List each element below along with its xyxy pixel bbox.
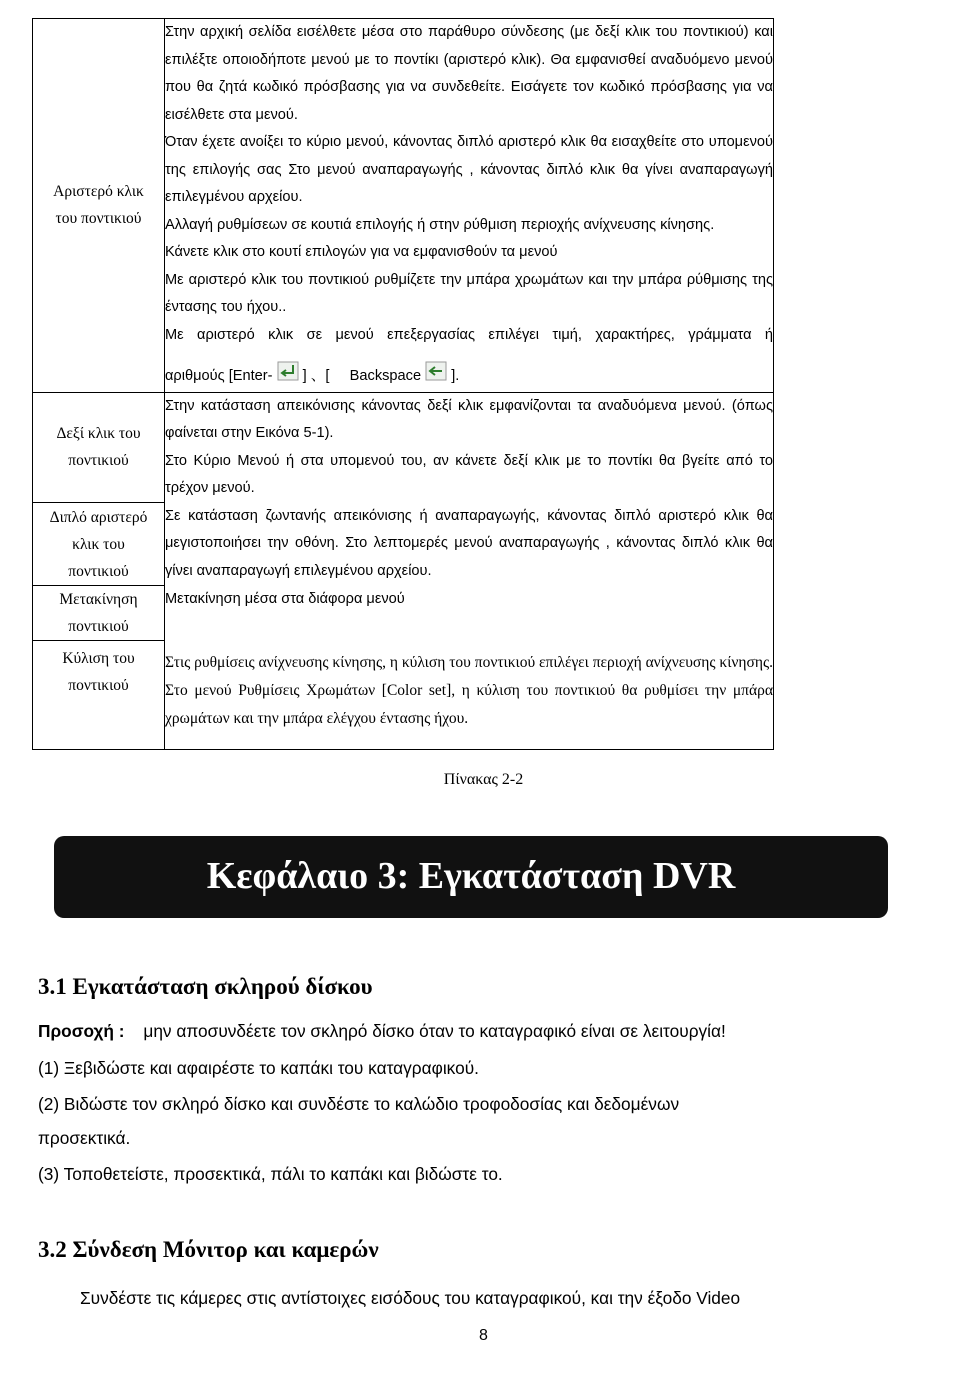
text-paragraph: Στην κατάσταση απεικόνισης κάνοντας δεξί κλικ εμφανίζονται τα αναδυόμενα μενού. (όπως φαίνεται στην Εικόνα 5-1). bbox=[165, 397, 773, 441]
table-row bbox=[33, 586, 774, 641]
keys-mid: ] 、[ bbox=[302, 368, 330, 385]
chapter-banner bbox=[54, 836, 888, 918]
step-3: (3) Τοποθετείστε, προσεκτικά, πάλι το καπάκι και βιδώστε το. bbox=[38, 1164, 503, 1184]
text-paragraph: Στην αρχική σελίδα εισέλθετε μέσα στο παράθυρο σύνδεσης (με δεξί κλικ του ποντικιού) και επιλέξτε οποιοδήποτε μενού με το ποντίκι (αριστερό κλικ). Θα εμφανισθεί αναδυόμενο μενού που θα ζητά κωδικό πρόσβασης για να συνδεθείτε. Εισάγετε τον κωδικό πρόσβασης για να εισέλθετε στα μενού. bbox=[165, 24, 773, 123]
step-2: (2) Βιδώστε τον σκληρό δίσκο και συνδέστε το καλώδιο τροφοδοσίας και δεδομένων bbox=[38, 1094, 680, 1114]
backspace-key-icon bbox=[425, 361, 447, 392]
label-line: του ποντικιού bbox=[55, 210, 142, 228]
table-row bbox=[33, 641, 774, 750]
table-row bbox=[33, 392, 774, 503]
row-text-mouse-move bbox=[165, 586, 774, 641]
section-heading-monitor: 3.2 Σύνδεση Μόνιτορ και καμερών bbox=[38, 1237, 379, 1262]
row-label-mouse-move bbox=[33, 586, 165, 641]
text-paragraph: Μετακίνηση μέσα στα διάφορα μενού bbox=[165, 590, 405, 607]
row-label-left-click bbox=[33, 19, 165, 393]
section2-text: Συνδέστε τις κάμερες στις αντίστοιχες εισόδους του καταγραφικού, και την έξοδο Video bbox=[80, 1288, 741, 1308]
table-row bbox=[33, 19, 774, 393]
text-paragraph: Αλλαγή ρυθμίσεων σε κουτιά επιλογής ή στην ρύθμιση περιοχής ανίχνευσης κίνησης. bbox=[165, 216, 715, 233]
text-paragraph: Κάνετε κλικ στο κουτί επιλογών για να εμφανισθούν τα μενού bbox=[165, 244, 558, 260]
table-row bbox=[33, 503, 774, 586]
step-2-continued: προσεκτικά. bbox=[38, 1128, 131, 1148]
table-caption: Πίνακας 2-2 bbox=[443, 771, 524, 788]
row-text-right-click bbox=[165, 392, 774, 503]
label-line: Κύλιση του bbox=[62, 650, 135, 667]
caution-label: Προσοχή : bbox=[38, 1021, 125, 1041]
mouse-operations-table bbox=[32, 18, 774, 750]
label-line: ποντικιού bbox=[68, 618, 129, 635]
step-1: (1) Ξεβιδώστε και αφαιρέστε το καπάκι του καταγραφικού. bbox=[38, 1058, 479, 1078]
chapter-title: Κεφάλαιο 3: Εγκατάσταση DVR bbox=[206, 855, 736, 897]
text-paragraph: Σε κατάσταση ζωντανής απεικόνισης ή αναπαραγωγής, κάνοντας διπλό αριστερό κλικ θα μεγιστοποιήσει την οθόνη. Στο λεπτομερές μενού αναπαραγωγής , κάνοντας διπλό κλικ θα γίνει αναπαραγωγή επιλεγμένου αρχείου. bbox=[165, 507, 773, 579]
text-paragraph: Στο Κύριο Μενού ή στα υπομενού του, αν κάνετε δεξί κλικ με το ποντίκι θα βγείτε από το τρέχον μενού. bbox=[165, 452, 773, 496]
label-line: ποντικιού bbox=[68, 677, 129, 694]
caution-text: μην αποσυνδέετε τον σκληρό δίσκο όταν το καταγραφικό είναι σε λειτουργία! bbox=[143, 1021, 726, 1041]
row-text-scroll bbox=[165, 641, 774, 750]
enter-key-icon bbox=[277, 361, 299, 392]
keys-suffix: ]. bbox=[451, 368, 460, 385]
label-line: Αριστερό κλικ bbox=[53, 183, 144, 201]
text-paragraph: Με αριστερό κλικ σε μενού επεξεργασίας επιλέγει τιμή, χαρακτήρες, γράμματα ή bbox=[165, 326, 773, 343]
text-paragraph: Στις ρυθμίσεις ανίχνευσης κίνησης, η κύλιση του ποντικιού επιλέγει περιοχή ανίχνευσης κίνησης. Στο μενού Ρυθμίσεις Χρωμάτων [Color set], η κύλιση του ποντικιού θα ρυθμίσει την μπάρα χρωμάτων και την μπάρα ελέγχου έντασης ήχου. bbox=[165, 653, 773, 727]
page-number: 8 bbox=[479, 1327, 488, 1344]
row-label-double-click bbox=[33, 503, 165, 586]
text-paragraph: Με αριστερό κλικ του ποντικιού ρυθμίζετε την μπάρα χρωμάτων και την μπάρα ρύθμισης της έντασης του ήχου.. bbox=[165, 271, 773, 315]
caution-line bbox=[38, 1021, 726, 1042]
label-line: Μετακίνηση bbox=[59, 591, 138, 608]
keys-backspace: Backspace bbox=[349, 368, 422, 385]
row-text-double-click bbox=[165, 503, 774, 586]
label-line: Διπλό αριστερό bbox=[49, 508, 148, 526]
label-line: ποντικιού bbox=[68, 562, 129, 580]
row-text-left-click bbox=[165, 19, 774, 393]
label-line: κλικ του bbox=[72, 535, 125, 553]
keys-prefix: αριθμούς [Enter- bbox=[165, 368, 273, 385]
keys-line bbox=[165, 361, 773, 392]
row-label-scroll bbox=[33, 641, 165, 750]
label-line: Δεξί κλικ του bbox=[56, 425, 141, 443]
section-heading-hdd: 3.1 Εγκατάσταση σκληρού δίσκου bbox=[38, 974, 373, 999]
text-paragraph: Όταν έχετε ανοίξει το κύριο μενού, κάνοντας διπλό αριστερό κλικ θα εισαχθείτε στο υπομενού της επιλογής σας Στο μενού αναπαραγωγής , κάνοντας διπλό κλικ θα γίνει αναπαραγωγή επιλεγμένου αρχείου. bbox=[165, 134, 773, 205]
label-line: ποντικιού bbox=[68, 452, 129, 470]
row-label-right-click bbox=[33, 392, 165, 503]
